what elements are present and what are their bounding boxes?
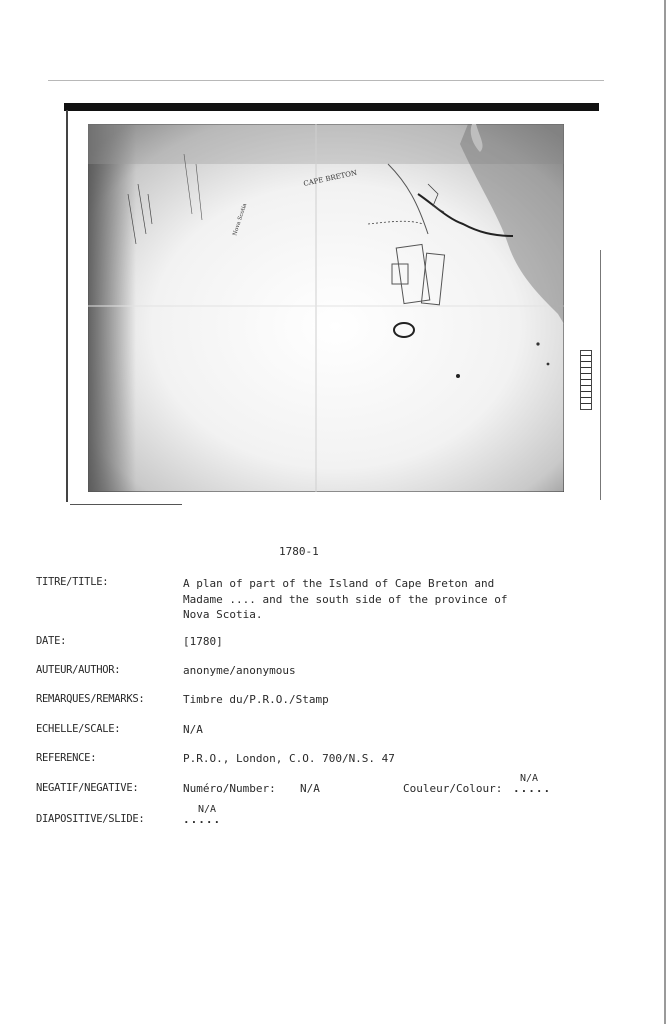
remarks-value: Timbre du/P.R.O./Stamp bbox=[183, 693, 329, 706]
slide-dots: ..... bbox=[183, 813, 222, 826]
title-label: TITRE/TITLE: bbox=[36, 576, 109, 588]
negative-number-label: Numéro/Number: bbox=[183, 782, 276, 795]
author-label: AUTEUR/AUTHOR: bbox=[36, 664, 121, 676]
slide-label: DIAPOSITIVE/SLIDE: bbox=[36, 813, 145, 825]
slide-value: N/A bbox=[198, 804, 217, 815]
scale-value: N/A bbox=[183, 723, 203, 736]
frame-top-bar bbox=[64, 103, 599, 111]
negative-label: NEGATIF/NEGATIVE: bbox=[36, 782, 139, 794]
reference-label: REFERENCE: bbox=[36, 752, 97, 764]
negative-colour-label: Couleur/Colour: bbox=[403, 782, 503, 795]
remarks-label: REMARQUES/REMARKS: bbox=[36, 693, 145, 705]
scale-bar bbox=[580, 350, 592, 410]
page-edge bbox=[664, 0, 666, 1024]
map-label-nova-scotia: Nova Scotia bbox=[232, 202, 249, 237]
title-line: Nova Scotia. bbox=[183, 608, 263, 621]
map-label-cape-breton: CAPE BRETON bbox=[302, 168, 358, 188]
negative-number-value: N/A bbox=[300, 782, 320, 795]
frame-right-line bbox=[600, 250, 601, 500]
map-photograph bbox=[88, 124, 564, 492]
top-rule bbox=[48, 80, 604, 81]
title-line: Madame .... and the south side of the province of bbox=[183, 592, 508, 606]
negative-colour-value: N/A bbox=[520, 773, 539, 784]
frame-left-line bbox=[66, 110, 68, 502]
reference-value: P.R.O., London, C.O. 700/N.S. 47 bbox=[183, 752, 395, 765]
date-label: DATE: bbox=[36, 635, 67, 647]
bottom-rule bbox=[70, 504, 182, 505]
negative-colour-dots: ..... bbox=[513, 782, 552, 795]
scale-label: ECHELLE/SCALE: bbox=[36, 723, 121, 735]
title-line: A plan of part of the Island of Cape Breton and bbox=[183, 577, 495, 590]
document-number: 1780-1 bbox=[279, 545, 319, 558]
date-value: [1780] bbox=[183, 635, 223, 648]
title-value bbox=[183, 576, 508, 623]
author-value: anonyme/anonymous bbox=[183, 664, 296, 677]
